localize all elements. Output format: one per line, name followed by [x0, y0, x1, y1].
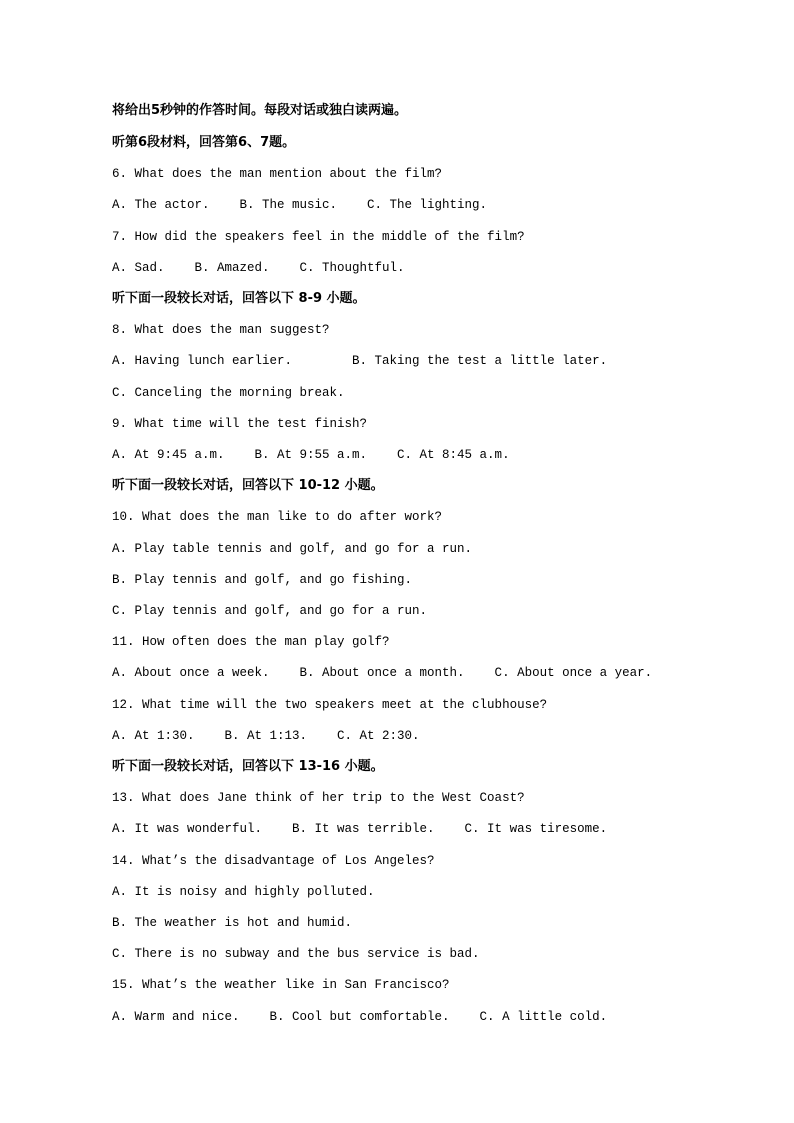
- options-12: A. At 1:30. B. At 1:13. C. At 2:30.: [112, 729, 420, 743]
- question-8: 8. What does the man suggest?: [112, 323, 330, 337]
- options-6: A. The actor. B. The music. C. The lighting.: [112, 198, 488, 212]
- question-15: 15. What’s the weather like in San Francisco?: [112, 978, 450, 992]
- options-9: A. At 9:45 a.m. B. At 9:55 a.m. C. At 8:45 a.m.: [112, 448, 510, 462]
- question-10: 10. What does the man like to do after work?: [112, 510, 443, 524]
- options-7: A. Sad. B. Amazed. C. Thoughtful.: [112, 261, 405, 275]
- question-11: 11. How often does the man play golf?: [112, 635, 390, 649]
- section-heading-q8-9: 听下面一段较长对话，回答以下 8-9 小题。: [112, 291, 366, 306]
- question-6: 6. What does the man mention about the film?: [112, 167, 443, 181]
- options-14-b: B. The weather is hot and humid.: [112, 916, 353, 930]
- instruction-text: 将给出5秒钟的作答时间。每段对话或独白读两遍。: [112, 103, 408, 118]
- options-11: A. About once a week. B. About once a month. C. About once a year.: [112, 666, 653, 680]
- options-15: A. Warm and nice. B. Cool but comfortable. C. A little cold.: [112, 1010, 608, 1024]
- options-13: A. It was wonderful. B. It was terrible. C. It was tiresome.: [112, 822, 608, 836]
- options-14-a: A. It is noisy and highly polluted.: [112, 885, 375, 899]
- options-10-b: B. Play tennis and golf, and go fishing.: [112, 573, 413, 587]
- question-12: 12. What time will the two speakers meet at the clubhouse?: [112, 698, 548, 712]
- options-8-c: C. Canceling the morning break.: [112, 386, 345, 400]
- options-14-c: C. There is no subway and the bus service is bad.: [112, 947, 480, 961]
- options-8-ab: A. Having lunch earlier. B. Taking the test a little later.: [112, 354, 608, 368]
- question-9: 9. What time will the test finish?: [112, 417, 368, 431]
- section-heading-q13-16: 听下面一段较长对话，回答以下 13-16 小题。: [112, 759, 384, 774]
- section-heading-q10-12: 听下面一段较长对话，回答以下 10-12 小题。: [112, 478, 384, 493]
- section-heading-q6-7: 听第6段材料，回答第6、7题。: [112, 135, 296, 150]
- options-10-a: A. Play table tennis and golf, and go for a run.: [112, 542, 473, 556]
- question-14: 14. What’s the disadvantage of Los Angeles?: [112, 854, 435, 868]
- options-10-c: C. Play tennis and golf, and go for a run.: [112, 604, 428, 618]
- question-13: 13. What does Jane think of her trip to the West Coast?: [112, 791, 525, 805]
- question-7: 7. How did the speakers feel in the middle of the film?: [112, 230, 525, 244]
